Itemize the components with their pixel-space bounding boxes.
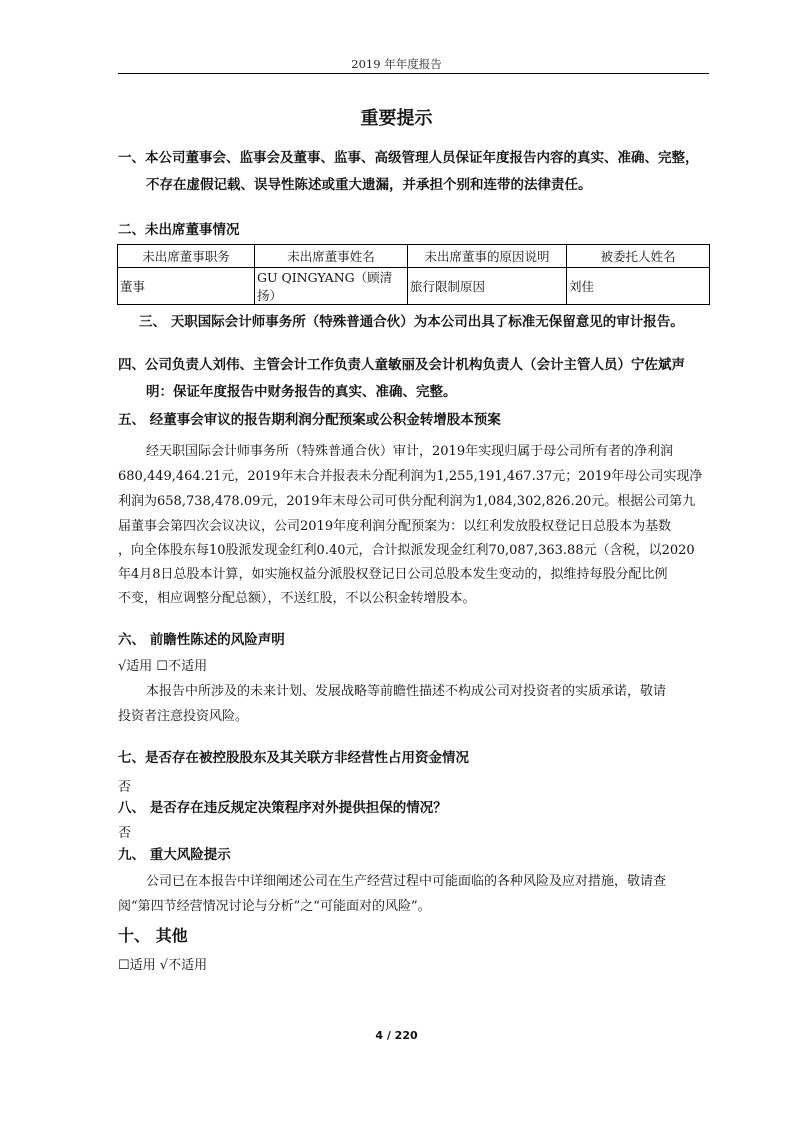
section-2-heading: 二、未出席董事情况 — [118, 222, 240, 238]
section-4-line-1: 四、公司负责人刘伟、主管会计工作负责人童敏丽及会计机构负责人（会计主管人员）宁佐斌声 — [118, 357, 685, 373]
page-number: 4 / 220 — [375, 1029, 418, 1042]
applicable-option: √适用 ☐不适用 — [118, 659, 208, 674]
section-9-heading: 九、 重大风险提示 — [118, 847, 231, 863]
section-7-heading: 七、是否存在被控股股东及其关联方非经营性占用资金情况 — [118, 750, 469, 766]
table-header-cell: 未出席董事姓名 — [255, 245, 408, 268]
section-1-line-1: 一、本公司董事会、监事会及董事、监事、高级管理人员保证年度报告内容的真实、准确、完整， — [118, 150, 699, 166]
table-header-cell: 未出席董事职务 — [118, 245, 255, 268]
paragraph-line: 年4月8日总股本计算，如实施权益分派股权登记日公司总股本发生变动的，拟维持每股分配比例 — [118, 567, 668, 582]
paragraph-line: 利润为658,738,478.09元，2019年末母公司可供分配利润为1,084,302,826.20元。根据公司第九 — [118, 494, 696, 509]
table-cell: 刘佳 — [567, 268, 710, 305]
section-1-line-2: 不存在虚假记载、误导性陈述或重大遗漏，并承担个别和连带的法律责任。 — [146, 177, 592, 193]
table-header-cell: 未出席董事的原因说明 — [408, 245, 567, 268]
table-header-row — [118, 245, 710, 268]
report-header: 2019 年年度报告 — [351, 57, 442, 71]
paragraph-line: 680,449,464.21元，2019年末合并报表未分配利润为1,255,191,467.37元；2019年母公司实现净 — [118, 469, 703, 484]
absent-directors-table — [117, 244, 710, 305]
header-divider — [118, 73, 709, 74]
paragraph-line: 届董事会第四次会议决议，公司2019年度利润分配预案为：以红利发放股权登记日总股本为基数 — [118, 519, 672, 534]
section-8-answer: 否 — [118, 826, 132, 841]
section-7-answer: 否 — [118, 780, 132, 795]
paragraph-line: 经天职国际会计师事务所（特殊普通合伙）审计，2019年实现归属于母公司所有者的净利润 — [146, 444, 674, 459]
section-6-heading: 六、 前瞻性陈述的风险声明 — [118, 632, 285, 648]
table-cell: GU QINGYANG（顾清扬） — [255, 268, 408, 305]
table-cell: 董事 — [118, 268, 255, 305]
paragraph-line: 本报告中所涉及的未来计划、发展战略等前瞻性描述不构成公司对投资者的实质承诺，敬请 — [146, 684, 667, 699]
section-10-heading: 十、 其他 — [118, 926, 188, 945]
table-cell: 旅行限制原因 — [408, 268, 567, 305]
paragraph-line: 公司已在本报告中详细阐述公司在生产经营过程中可能面临的各种风险及应对措施，敬请查 — [146, 874, 667, 889]
section-4-line-2: 明：保证年度报告中财务报告的真实、准确、完整。 — [146, 384, 457, 400]
section-5-heading: 五、 经董事会审议的报告期利润分配预案或公积金转增股本预案 — [118, 412, 501, 428]
paragraph-line: 不变，相应调整分配总额），不送红股，不以公积金转增股本。 — [118, 591, 476, 606]
section-3-text: 三、 天职国际会计师事务所（特殊普通合伙）为本公司出具了标准无保留意见的审计报告。 — [139, 314, 684, 330]
section-8-heading: 八、 是否存在违反规定决策程序对外提供担保的情况？ — [118, 800, 447, 816]
paragraph-line: ，向全体股东每10股派发现金红利0.40元，合计拟派发现金红利70,087,363.88元（含税，以2020 — [118, 543, 695, 558]
paragraph-line: 投资者注意投资风险。 — [118, 709, 249, 724]
table-header-cell: 被委托人姓名 — [567, 245, 710, 268]
table-row — [118, 268, 710, 305]
applicable-option: ☐适用 √不适用 — [118, 958, 208, 973]
paragraph-line: 阅“第四节经营情况讨论与分析”之“可能面对的风险”。 — [118, 899, 431, 914]
page-title: 重要提示 — [360, 108, 433, 129]
